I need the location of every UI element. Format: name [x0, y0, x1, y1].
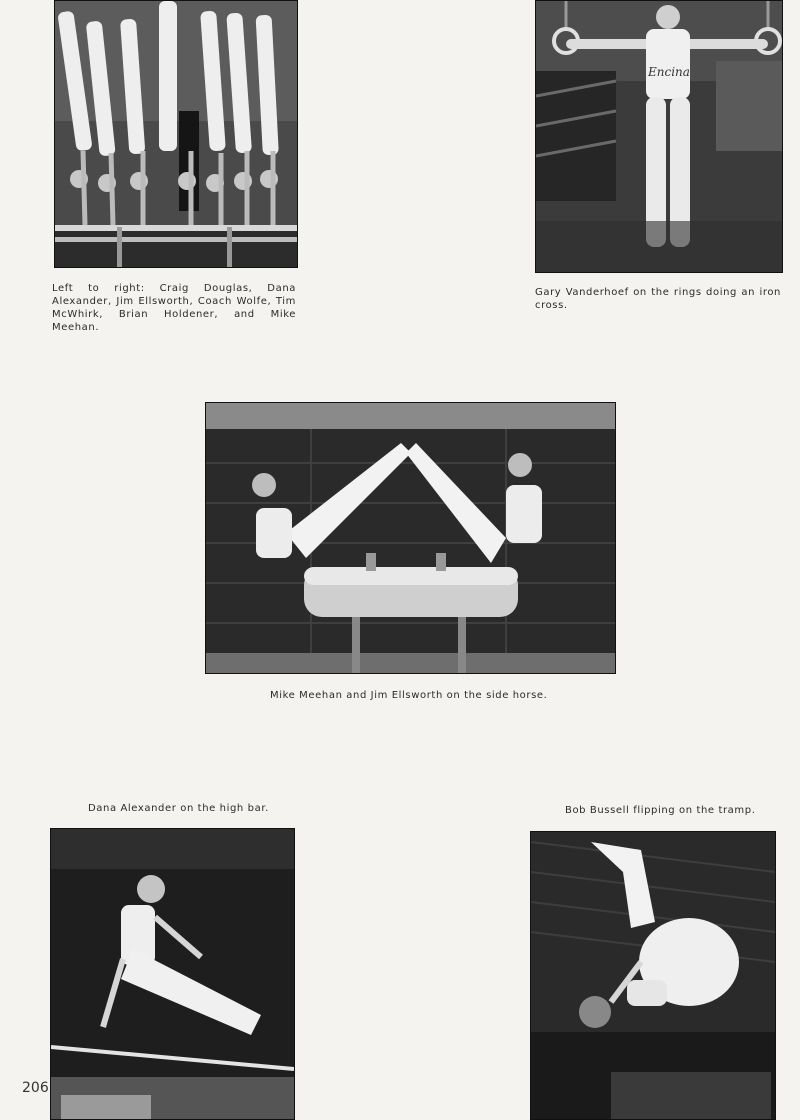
parallel-bars-group-photo [54, 0, 298, 268]
high-bar-caption: Dana Alexander on the high bar. [88, 803, 269, 814]
high-bar-photo [50, 828, 295, 1120]
side-horse-photo [205, 402, 616, 674]
side-horse-illustration [206, 403, 615, 673]
parallel-bars-caption: Left to right: Craig Douglas, Dana Alexander, Jim Ellsworth, Coach Wolfe, Tim McWhirk, Brian Holdener, and Mike Meehan. [52, 283, 296, 333]
trampoline-photo [530, 831, 776, 1120]
rings-iron-cross-photo [535, 0, 783, 273]
tramp-caption: Bob Bussell flipping on the tramp. [565, 805, 756, 816]
side-horse-caption: Mike Meehan and Jim Ellsworth on the side horse. [270, 690, 548, 701]
parallel-bars-illustration [55, 1, 297, 267]
trampoline-illustration [531, 832, 775, 1119]
high-bar-illustration [51, 829, 294, 1119]
page-number: 206 [22, 1080, 49, 1096]
shirt-lettering: Encina [648, 65, 690, 79]
rings-caption: Gary Vanderhoef on the rings doing an iron cross. [535, 287, 781, 311]
rings-illustration [536, 1, 782, 272]
